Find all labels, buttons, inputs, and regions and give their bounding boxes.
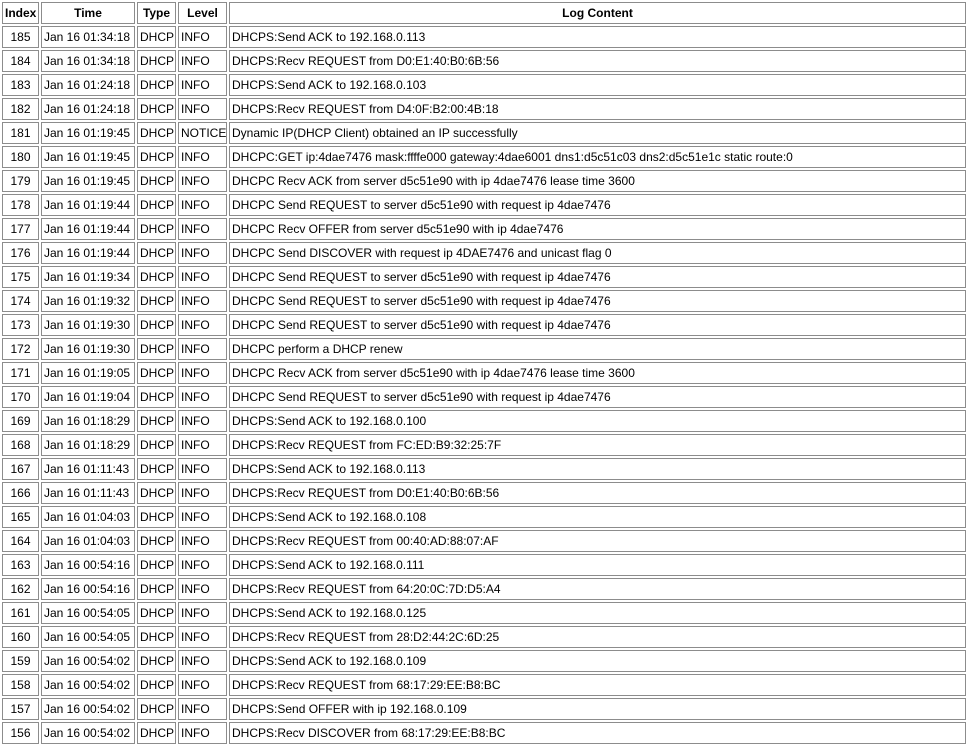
log-type-cell: DHCP [137, 410, 176, 432]
table-row [2, 434, 966, 456]
log-time-cell: Jan 16 01:19:45 [41, 122, 135, 144]
log-index-cell: 180 [2, 146, 39, 168]
log-type-cell: DHCP [137, 434, 176, 456]
log-index-cell: 173 [2, 314, 39, 336]
log-type-cell: DHCP [137, 506, 176, 528]
log-type-cell: DHCP [137, 698, 176, 720]
log-time-cell: Jan 16 00:54:02 [41, 674, 135, 696]
log-level-cell: INFO [178, 26, 227, 48]
log-level-cell: INFO [178, 98, 227, 120]
column-header-time: Time [41, 2, 135, 24]
log-type-cell: DHCP [137, 386, 176, 408]
log-level-cell: INFO [178, 314, 227, 336]
table-row [2, 698, 966, 720]
log-content-cell: DHCPC Send REQUEST to server d5c51e90 with request ip 4dae7476 [229, 266, 966, 288]
log-index-cell: 170 [2, 386, 39, 408]
table-row [2, 122, 966, 144]
log-type-cell: DHCP [137, 482, 176, 504]
log-type-cell: DHCP [137, 578, 176, 600]
log-time-cell: Jan 16 01:19:45 [41, 146, 135, 168]
log-level-cell: INFO [178, 266, 227, 288]
log-level-cell: INFO [178, 626, 227, 648]
log-type-cell: DHCP [137, 50, 176, 72]
table-row [2, 146, 966, 168]
log-level-cell: INFO [178, 146, 227, 168]
log-time-cell: Jan 16 01:24:18 [41, 98, 135, 120]
log-level-cell: INFO [178, 218, 227, 240]
log-type-cell: DHCP [137, 674, 176, 696]
log-level-cell: INFO [178, 722, 227, 744]
log-time-cell: Jan 16 01:04:03 [41, 506, 135, 528]
log-level-cell: INFO [178, 602, 227, 624]
log-content-cell: Dynamic IP(DHCP Client) obtained an IP successfully [229, 122, 966, 144]
log-level-cell: INFO [178, 506, 227, 528]
log-index-cell: 164 [2, 530, 39, 552]
table-row [2, 410, 966, 432]
log-index-cell: 176 [2, 242, 39, 264]
table-row [2, 650, 966, 672]
log-content-cell: DHCPS:Send ACK to 192.168.0.113 [229, 458, 966, 480]
log-content-cell: DHCPS:Send ACK to 192.168.0.108 [229, 506, 966, 528]
table-row [2, 554, 966, 576]
log-content-cell: DHCPS:Send OFFER with ip 192.168.0.109 [229, 698, 966, 720]
log-type-cell: DHCP [137, 458, 176, 480]
log-content-cell: DHCPS:Recv REQUEST from 68:17:29:EE:B8:BC [229, 674, 966, 696]
log-type-cell: DHCP [137, 194, 176, 216]
table-row [2, 50, 966, 72]
log-index-cell: 181 [2, 122, 39, 144]
log-time-cell: Jan 16 01:19:34 [41, 266, 135, 288]
table-row [2, 314, 966, 336]
table-row [2, 218, 966, 240]
log-level-cell: INFO [178, 434, 227, 456]
log-table-header [2, 2, 966, 24]
log-content-cell: DHCPS:Recv REQUEST from D0:E1:40:B0:6B:56 [229, 50, 966, 72]
log-time-cell: Jan 16 01:19:44 [41, 194, 135, 216]
log-time-cell: Jan 16 01:18:29 [41, 410, 135, 432]
log-table-body [2, 26, 966, 744]
header-row [2, 2, 966, 24]
log-time-cell: Jan 16 00:54:02 [41, 722, 135, 744]
log-index-cell: 174 [2, 290, 39, 312]
log-time-cell: Jan 16 01:24:18 [41, 74, 135, 96]
table-row [2, 674, 966, 696]
log-time-cell: Jan 16 01:19:05 [41, 362, 135, 384]
log-index-cell: 184 [2, 50, 39, 72]
table-row [2, 290, 966, 312]
log-time-cell: Jan 16 00:54:05 [41, 626, 135, 648]
log-level-cell: INFO [178, 338, 227, 360]
table-row [2, 338, 966, 360]
log-index-cell: 183 [2, 74, 39, 96]
log-level-cell: INFO [178, 578, 227, 600]
table-row [2, 578, 966, 600]
log-content-cell: DHCPS:Recv REQUEST from D4:0F:B2:00:4B:18 [229, 98, 966, 120]
table-row [2, 26, 966, 48]
log-type-cell: DHCP [137, 362, 176, 384]
log-content-cell: DHCPC perform a DHCP renew [229, 338, 966, 360]
log-content-cell: DHCPS:Recv REQUEST from 64:20:0C:7D:D5:A4 [229, 578, 966, 600]
log-level-cell: INFO [178, 530, 227, 552]
log-level-cell: INFO [178, 194, 227, 216]
log-content-cell: DHCPS:Send ACK to 192.168.0.113 [229, 26, 966, 48]
log-type-cell: DHCP [137, 242, 176, 264]
log-index-cell: 162 [2, 578, 39, 600]
log-level-cell: INFO [178, 242, 227, 264]
log-index-cell: 167 [2, 458, 39, 480]
log-time-cell: Jan 16 00:54:16 [41, 554, 135, 576]
log-type-cell: DHCP [137, 122, 176, 144]
log-type-cell: DHCP [137, 530, 176, 552]
log-time-cell: Jan 16 01:19:45 [41, 170, 135, 192]
log-level-cell: INFO [178, 410, 227, 432]
log-level-cell: NOTICE [178, 122, 227, 144]
log-index-cell: 157 [2, 698, 39, 720]
log-type-cell: DHCP [137, 146, 176, 168]
log-type-cell: DHCP [137, 722, 176, 744]
log-level-cell: INFO [178, 386, 227, 408]
column-header-index: Index [2, 2, 39, 24]
column-header-level: Level [178, 2, 227, 24]
log-index-cell: 158 [2, 674, 39, 696]
log-index-cell: 177 [2, 218, 39, 240]
log-level-cell: INFO [178, 458, 227, 480]
log-index-cell: 179 [2, 170, 39, 192]
log-time-cell: Jan 16 01:11:43 [41, 482, 135, 504]
log-index-cell: 171 [2, 362, 39, 384]
log-index-cell: 156 [2, 722, 39, 744]
log-time-cell: Jan 16 01:19:44 [41, 242, 135, 264]
log-content-cell: DHCPS:Send ACK to 192.168.0.109 [229, 650, 966, 672]
log-index-cell: 178 [2, 194, 39, 216]
log-level-cell: INFO [178, 290, 227, 312]
log-content-cell: DHCPC Send REQUEST to server d5c51e90 with request ip 4dae7476 [229, 386, 966, 408]
table-row [2, 170, 966, 192]
log-level-cell: INFO [178, 50, 227, 72]
table-row [2, 74, 966, 96]
log-content-cell: DHCPS:Send ACK to 192.168.0.100 [229, 410, 966, 432]
table-row [2, 362, 966, 384]
log-type-cell: DHCP [137, 26, 176, 48]
log-index-cell: 166 [2, 482, 39, 504]
log-level-cell: INFO [178, 362, 227, 384]
column-header-log-content: Log Content [229, 2, 966, 24]
log-content-cell: DHCPS:Recv REQUEST from D0:E1:40:B0:6B:56 [229, 482, 966, 504]
log-index-cell: 172 [2, 338, 39, 360]
log-time-cell: Jan 16 01:19:44 [41, 218, 135, 240]
log-type-cell: DHCP [137, 650, 176, 672]
table-row [2, 626, 966, 648]
log-time-cell: Jan 16 01:19:30 [41, 314, 135, 336]
log-time-cell: Jan 16 00:54:02 [41, 650, 135, 672]
log-content-cell: DHCPS:Recv REQUEST from 28:D2:44:2C:6D:25 [229, 626, 966, 648]
log-content-cell: DHCPC Recv ACK from server d5c51e90 with ip 4dae7476 lease time 3600 [229, 362, 966, 384]
log-content-cell: DHCPS:Recv REQUEST from FC:ED:B9:32:25:7F [229, 434, 966, 456]
log-index-cell: 182 [2, 98, 39, 120]
log-content-cell: DHCPC Send REQUEST to server d5c51e90 with request ip 4dae7476 [229, 290, 966, 312]
log-index-cell: 169 [2, 410, 39, 432]
table-row [2, 266, 966, 288]
log-content-cell: DHCPC Send DISCOVER with request ip 4DAE7476 and unicast flag 0 [229, 242, 966, 264]
log-index-cell: 185 [2, 26, 39, 48]
log-content-cell: DHCPS:Recv REQUEST from 00:40:AD:88:07:AF [229, 530, 966, 552]
table-row [2, 530, 966, 552]
log-type-cell: DHCP [137, 218, 176, 240]
log-content-cell: DHCPC Send REQUEST to server d5c51e90 with request ip 4dae7476 [229, 314, 966, 336]
log-time-cell: Jan 16 01:04:03 [41, 530, 135, 552]
log-time-cell: Jan 16 01:34:18 [41, 50, 135, 72]
log-time-cell: Jan 16 01:19:32 [41, 290, 135, 312]
log-content-cell: DHCPC Recv ACK from server d5c51e90 with ip 4dae7476 lease time 3600 [229, 170, 966, 192]
table-row [2, 386, 966, 408]
log-content-cell: DHCPS:Recv DISCOVER from 68:17:29:EE:B8:BC [229, 722, 966, 744]
log-index-cell: 163 [2, 554, 39, 576]
log-time-cell: Jan 16 01:34:18 [41, 26, 135, 48]
log-content-cell: DHCPS:Send ACK to 192.168.0.111 [229, 554, 966, 576]
table-row [2, 722, 966, 744]
log-level-cell: INFO [178, 650, 227, 672]
log-content-cell: DHCPC:GET ip:4dae7476 mask:ffffe000 gateway:4dae6001 dns1:d5c51c03 dns2:d5c51e1c static route:0 [229, 146, 966, 168]
log-time-cell: Jan 16 01:18:29 [41, 434, 135, 456]
log-time-cell: Jan 16 00:54:16 [41, 578, 135, 600]
table-row [2, 242, 966, 264]
log-time-cell: Jan 16 00:54:05 [41, 602, 135, 624]
log-level-cell: INFO [178, 698, 227, 720]
log-type-cell: DHCP [137, 266, 176, 288]
log-index-cell: 161 [2, 602, 39, 624]
log-time-cell: Jan 16 00:54:02 [41, 698, 135, 720]
table-row [2, 98, 966, 120]
log-level-cell: INFO [178, 674, 227, 696]
log-type-cell: DHCP [137, 338, 176, 360]
log-index-cell: 160 [2, 626, 39, 648]
log-type-cell: DHCP [137, 626, 176, 648]
table-row [2, 458, 966, 480]
log-type-cell: DHCP [137, 170, 176, 192]
log-content-cell: DHCPC Recv OFFER from server d5c51e90 with ip 4dae7476 [229, 218, 966, 240]
log-index-cell: 159 [2, 650, 39, 672]
log-type-cell: DHCP [137, 74, 176, 96]
log-index-cell: 175 [2, 266, 39, 288]
log-time-cell: Jan 16 01:19:30 [41, 338, 135, 360]
log-index-cell: 165 [2, 506, 39, 528]
log-type-cell: DHCP [137, 98, 176, 120]
log-type-cell: DHCP [137, 314, 176, 336]
table-row [2, 506, 966, 528]
log-level-cell: INFO [178, 554, 227, 576]
log-type-cell: DHCP [137, 290, 176, 312]
log-type-cell: DHCP [137, 554, 176, 576]
log-content-cell: DHCPS:Send ACK to 192.168.0.103 [229, 74, 966, 96]
log-level-cell: INFO [178, 74, 227, 96]
log-time-cell: Jan 16 01:19:04 [41, 386, 135, 408]
log-level-cell: INFO [178, 170, 227, 192]
table-row [2, 482, 966, 504]
log-time-cell: Jan 16 01:11:43 [41, 458, 135, 480]
table-row [2, 194, 966, 216]
log-level-cell: INFO [178, 482, 227, 504]
column-header-type: Type [137, 2, 176, 24]
table-row [2, 602, 966, 624]
log-type-cell: DHCP [137, 602, 176, 624]
log-content-cell: DHCPC Send REQUEST to server d5c51e90 with request ip 4dae7476 [229, 194, 966, 216]
log-index-cell: 168 [2, 434, 39, 456]
log-content-cell: DHCPS:Send ACK to 192.168.0.125 [229, 602, 966, 624]
